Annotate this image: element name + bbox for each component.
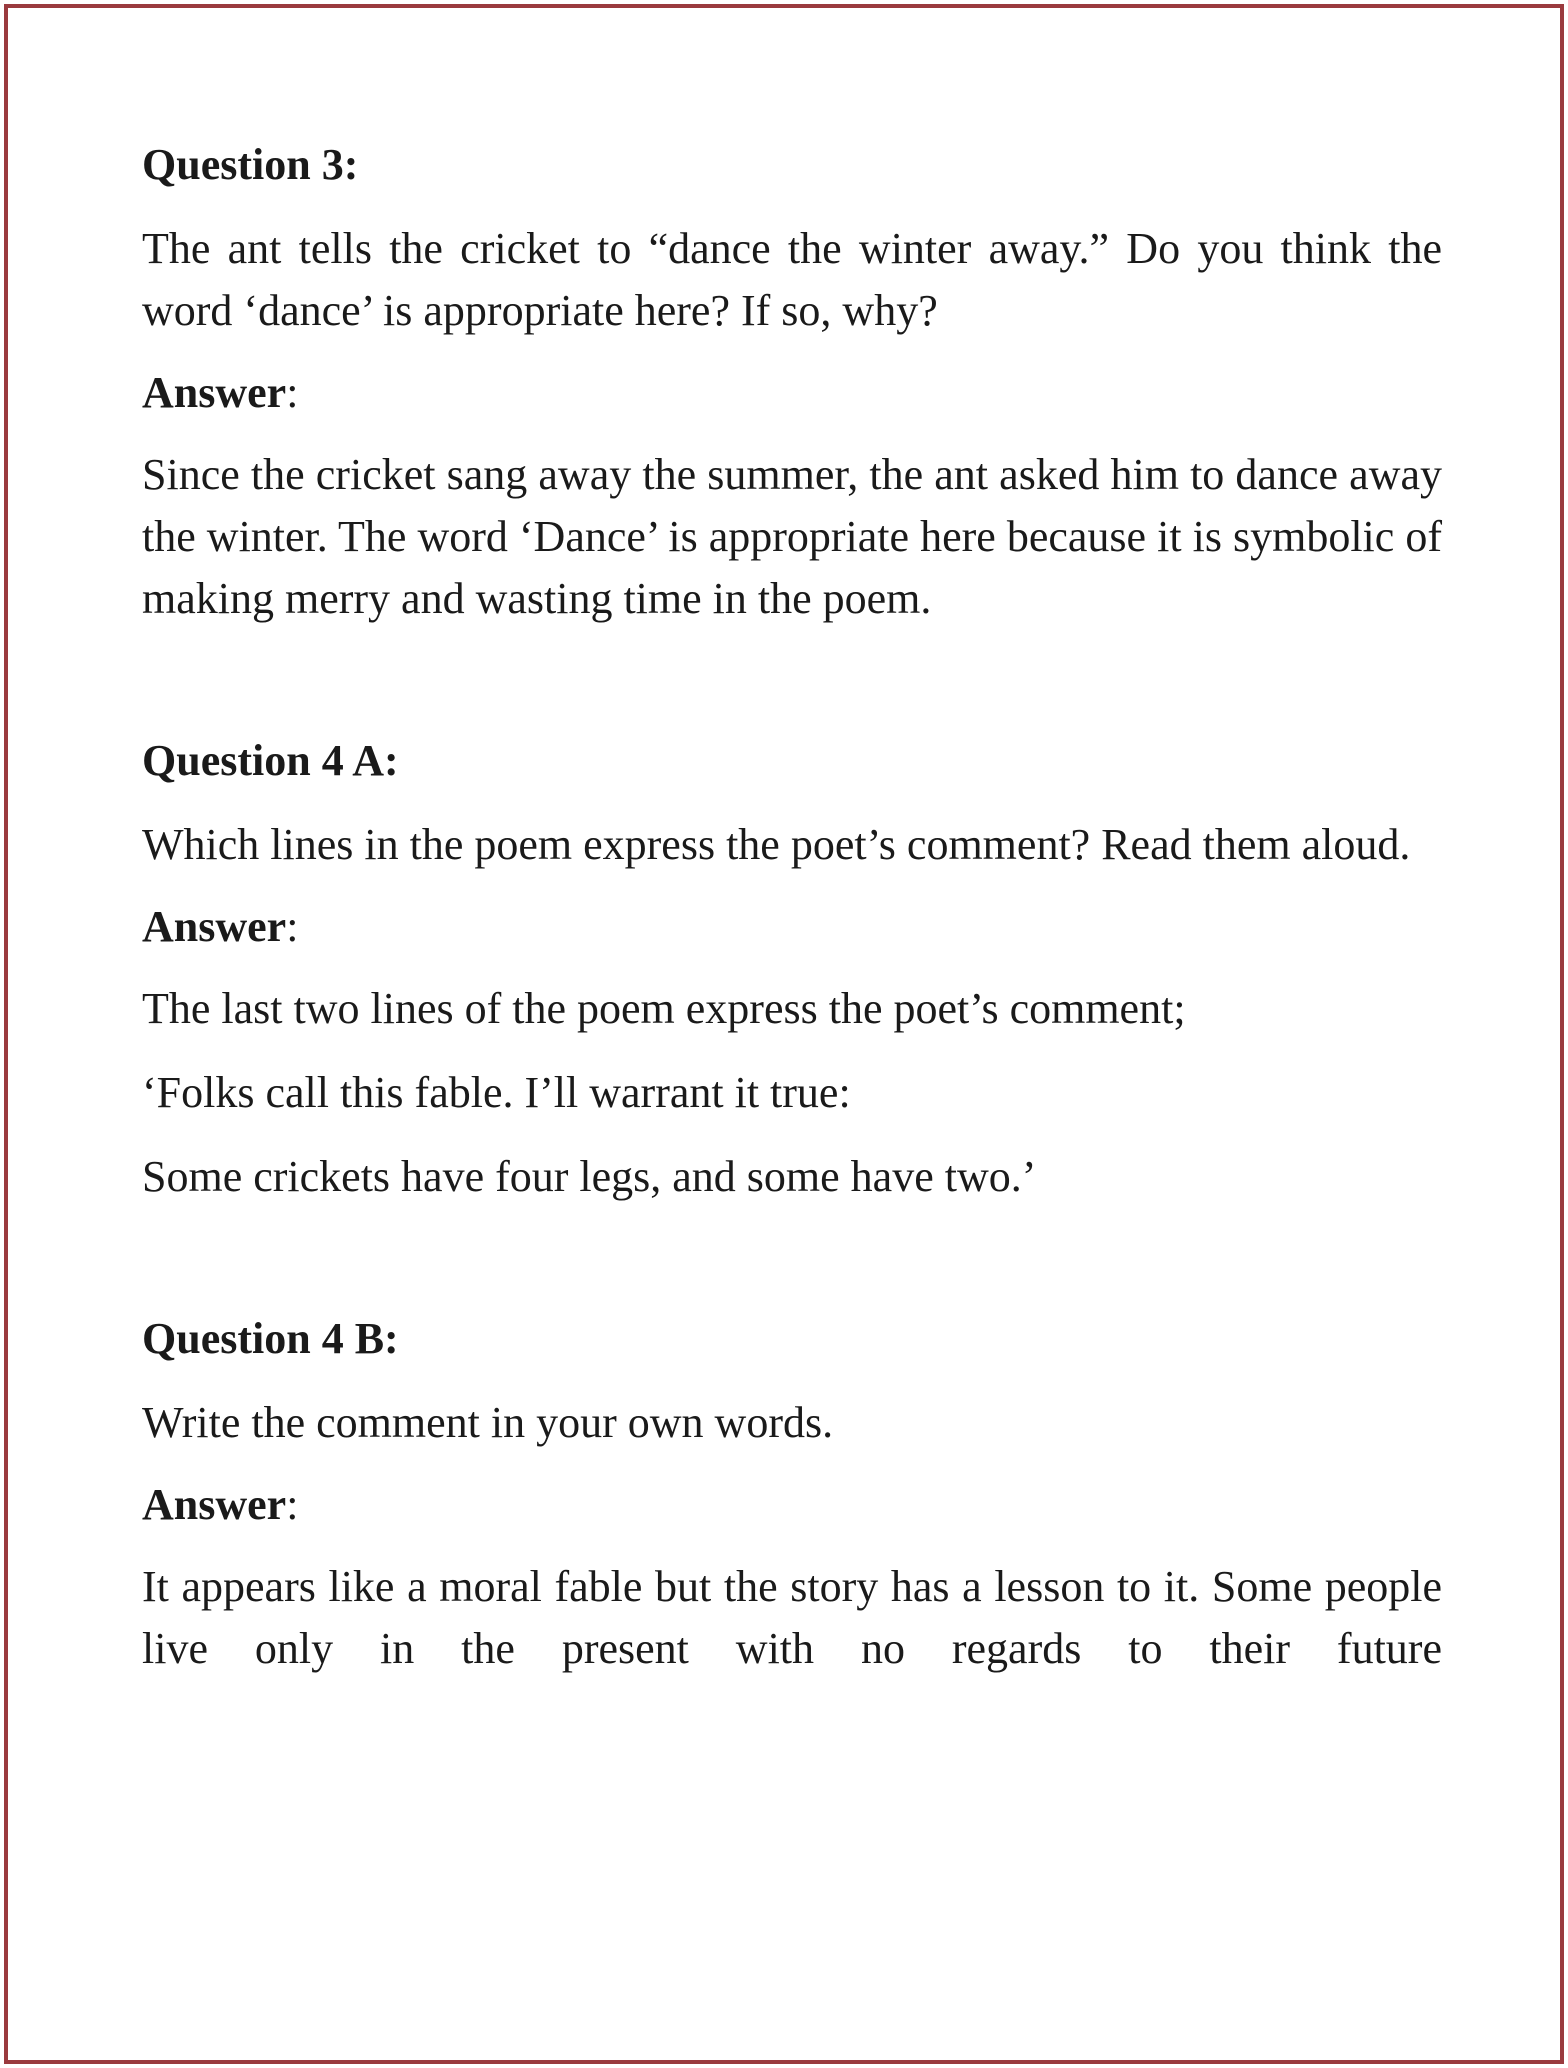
page-frame <box>4 4 1564 2064</box>
answer-label-text: Answer <box>142 1480 287 1529</box>
question-heading: Question 4 B: <box>142 1314 399 1363</box>
question-text: Which lines in the poem express the poet’s comment? Read them aloud. <box>142 820 1411 869</box>
question-text: Write the comment in your own words. <box>142 1398 834 1447</box>
answer-label-text: Answer <box>142 902 287 951</box>
answer-label-colon: : <box>286 368 299 417</box>
question-block-4a <box>142 730 1442 1208</box>
answer-line: ‘Folks call this fable. I’ll warrant it true: <box>142 1068 851 1117</box>
question-block-3 <box>142 134 1442 630</box>
answer-label <box>142 362 1442 424</box>
answer-label <box>142 896 1442 958</box>
answer-label <box>142 1474 1442 1536</box>
document-content <box>142 134 1442 1680</box>
answer-label-colon: : <box>286 1480 299 1529</box>
answer-label-colon: : <box>286 902 299 951</box>
answer-text: It appears like a moral fable but the story has a lesson to it. Some people live only in the present with no regards to their future <box>142 1562 1442 1673</box>
question-heading: Question 4 A: <box>142 736 399 785</box>
answer-text: Since the cricket sang away the summer, the ant asked him to dance away the winter. The word ‘Dance’ is appropriate here because it is symbolic of making merry and wasting time in the poem. <box>142 450 1442 623</box>
question-text: The ant tells the cricket to “dance the winter away.” Do you think the word ‘dance’ is appropriate here? If so, why? <box>142 224 1442 335</box>
question-block-4b <box>142 1308 1442 1680</box>
answer-line: Some crickets have four legs, and some have two.’ <box>142 1152 1037 1201</box>
answer-label-text: Answer <box>142 368 287 417</box>
answer-line: The last two lines of the poem express the poet’s comment; <box>142 984 1186 1033</box>
question-heading: Question 3: <box>142 140 359 189</box>
